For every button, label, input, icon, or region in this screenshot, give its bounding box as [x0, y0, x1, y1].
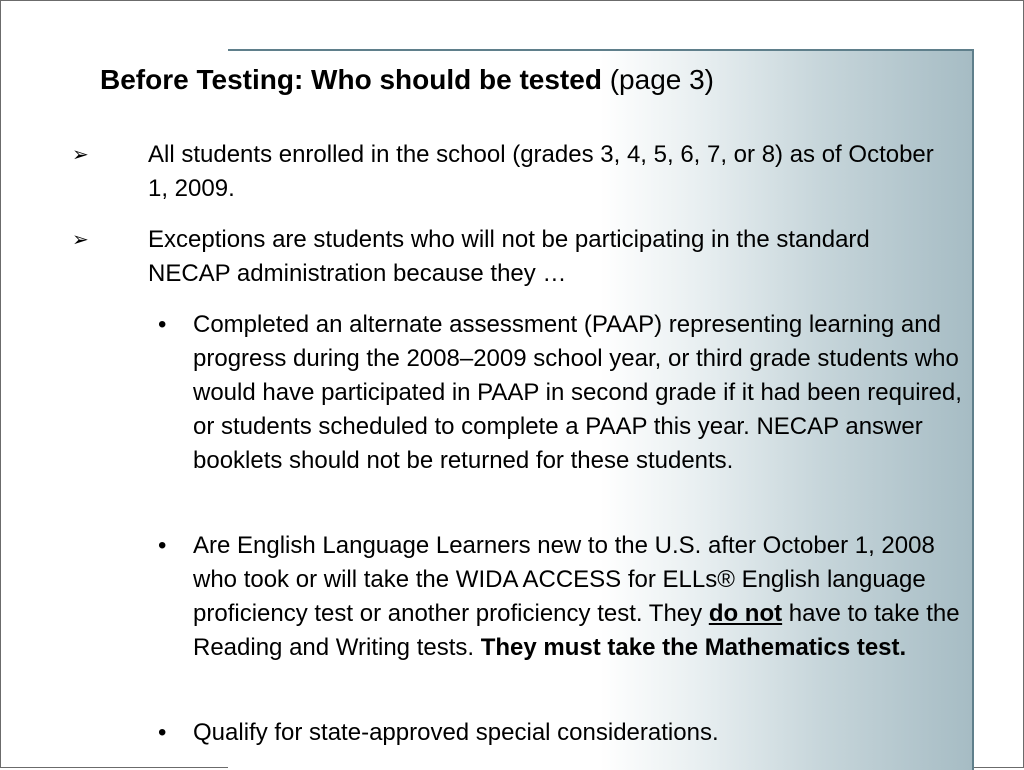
title-bold-text: Before Testing: Who should be tested: [100, 64, 602, 95]
bullet-item-text: Exceptions are students who will not be participating in the standard NECAP administration because they …: [148, 226, 870, 287]
arrow-bullet-icon: ➢: [72, 229, 89, 251]
emphasis-do-not: do not: [708, 600, 783, 627]
sub-bullet-text: [193, 529, 963, 665]
bullet-item-text: All students enrolled in the school (grades 3, 4, 5, 6, 7, or 8) as of October 1, 2009.: [148, 141, 934, 202]
sub-bullet-text-part2: have to take the Reading and Writing tests.: [193, 600, 960, 661]
slide-title: [100, 62, 714, 98]
sub-bullet-text: Qualify for state-approved special considerations.: [193, 719, 719, 746]
sub-bullet-text-part1: Are English Language Learners new to the U.S. after October 1, 2008 who took or will take the WIDA ACCESS for ELLs® English language proficiency test or another proficiency test. They: [193, 532, 935, 627]
emphasis-mathematics: They must take the Mathematics test.: [480, 634, 907, 661]
dot-bullet-icon: •: [158, 719, 167, 746]
arrow-bullet-icon: ➢: [72, 144, 89, 166]
dot-bullet-icon: •: [158, 311, 167, 338]
title-page-ref: (page 3): [609, 64, 715, 95]
dot-bullet-icon: •: [158, 532, 167, 559]
sub-bullet-text: Completed an alternate assessment (PAAP) representing learning and progress during the 2008–2009 school year, or third grade students who would have participated in PAAP in second grade if it had been required, or students scheduled to complete a PAAP this year. NECAP answer booklets should not be returned for these students.: [193, 311, 962, 474]
